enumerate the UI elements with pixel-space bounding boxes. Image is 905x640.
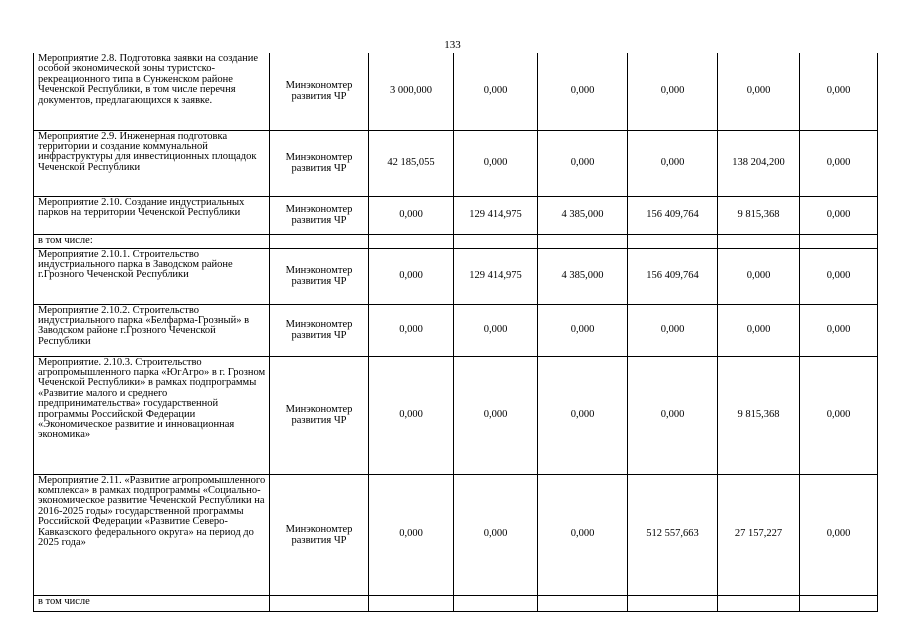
- value-cell: [718, 234, 800, 248]
- value-cell: 0,000: [538, 474, 628, 595]
- value-cell: 0,000: [718, 248, 800, 304]
- value-cell: 0,000: [800, 474, 878, 595]
- table-row: [34, 248, 878, 304]
- page-number: 133: [444, 39, 461, 51]
- value-cell: [800, 595, 878, 611]
- value-cell: [538, 234, 628, 248]
- value-cell: 0,000: [454, 130, 538, 196]
- activity-name: Мероприятие 2.8. Подготовка заявки на создание особой экономической зоны туристско-рекреационного типа в Сунженском районе Чеченской Республики, в том числе перечня документов, предлагающихся к заявке.: [34, 53, 270, 130]
- value-cell: 156 409,764: [628, 196, 718, 234]
- value-cell: 0,000: [369, 196, 454, 234]
- activity-name: Мероприятие. 2.10.3. Строительство агропромышленного парка «ЮгАгро» в г. Грозном Чеченской Республики» в рамках подпрограммы «Развитие малого и среднего предпринимательства» государственной программы Российской Федерации «Экономическое развитие и инновационная экономика»: [34, 356, 270, 474]
- executor: Минэкономтер развития ЧР: [270, 248, 369, 304]
- value-cell: 129 414,975: [454, 196, 538, 234]
- table-row: [34, 304, 878, 356]
- value-cell: [369, 234, 454, 248]
- value-cell: 0,000: [800, 196, 878, 234]
- value-cell: 0,000: [369, 304, 454, 356]
- table-row: [34, 196, 878, 234]
- value-cell: 9 815,368: [718, 196, 800, 234]
- activity-name: в том числе: [34, 595, 270, 611]
- value-cell: [454, 234, 538, 248]
- value-cell: [718, 595, 800, 611]
- activity-name: Мероприятие 2.9. Инженерная подготовка территории и создание коммунальной инфраструктуры для инвестиционных площадок Чеченской Республики: [34, 130, 270, 196]
- value-cell: 0,000: [454, 356, 538, 474]
- executor: [270, 234, 369, 248]
- value-cell: 0,000: [628, 304, 718, 356]
- value-cell: 9 815,368: [718, 356, 800, 474]
- value-cell: 0,000: [454, 304, 538, 356]
- table-row: [34, 53, 878, 130]
- executor: Минэкономтер развития ЧР: [270, 196, 369, 234]
- table-row: [34, 595, 878, 611]
- value-cell: 0,000: [800, 53, 878, 130]
- activity-name: Мероприятие 2.11. «Развитие агропромышленного комплекса» в рамках подпрограммы «Социально-экономическое развитие Чеченской Республики на 2016-2025 годы» государственной программы Российской Федерации «Развитие Северо-Кавказского федерального округа» на период до 2025 года»: [34, 474, 270, 595]
- value-cell: 512 557,663: [628, 474, 718, 595]
- value-cell: [800, 234, 878, 248]
- value-cell: 0,000: [538, 53, 628, 130]
- value-cell: [454, 595, 538, 611]
- value-cell: 0,000: [538, 130, 628, 196]
- executor: Минэкономтер развития ЧР: [270, 53, 369, 130]
- value-cell: 0,000: [800, 356, 878, 474]
- value-cell: 0,000: [628, 356, 718, 474]
- value-cell: 0,000: [454, 53, 538, 130]
- value-cell: 138 204,200: [718, 130, 800, 196]
- value-cell: 0,000: [369, 248, 454, 304]
- executor: [270, 595, 369, 611]
- value-cell: 0,000: [369, 474, 454, 595]
- program-table: [33, 53, 878, 612]
- activity-name: в том числе:: [34, 234, 270, 248]
- value-cell: 0,000: [800, 248, 878, 304]
- value-cell: 0,000: [628, 53, 718, 130]
- table-row: [34, 474, 878, 595]
- activity-name: Мероприятие 2.10.2. Строительство индустриального парка «Белфарма-Грозный» в Заводском районе г.Грозного Чеченской Республики: [34, 304, 270, 356]
- value-cell: 27 157,227: [718, 474, 800, 595]
- executor: Минэкономтер развития ЧР: [270, 356, 369, 474]
- activity-name: Мероприятие 2.10.1. Строительство индустриального парка в Заводском районе г.Грозного Чеченской Республики: [34, 248, 270, 304]
- value-cell: 0,000: [454, 474, 538, 595]
- value-cell: 0,000: [718, 53, 800, 130]
- value-cell: [628, 234, 718, 248]
- value-cell: 4 385,000: [538, 196, 628, 234]
- table-row: [34, 356, 878, 474]
- value-cell: 129 414,975: [454, 248, 538, 304]
- executor: Минэкономтер развития ЧР: [270, 304, 369, 356]
- value-cell: [628, 595, 718, 611]
- executor: Минэкономтер развития ЧР: [270, 474, 369, 595]
- value-cell: 42 185,055: [369, 130, 454, 196]
- value-cell: 0,000: [538, 356, 628, 474]
- value-cell: [538, 595, 628, 611]
- value-cell: 156 409,764: [628, 248, 718, 304]
- value-cell: 0,000: [800, 304, 878, 356]
- value-cell: 0,000: [538, 304, 628, 356]
- value-cell: 0,000: [369, 356, 454, 474]
- value-cell: 0,000: [718, 304, 800, 356]
- executor: Минэкономтер развития ЧР: [270, 130, 369, 196]
- activity-name: Мероприятие 2.10. Создание индустриальных парков на территории Чеченской Республики: [34, 196, 270, 234]
- value-cell: 3 000,000: [369, 53, 454, 130]
- table-row: [34, 234, 878, 248]
- value-cell: 4 385,000: [538, 248, 628, 304]
- value-cell: [369, 595, 454, 611]
- value-cell: 0,000: [800, 130, 878, 196]
- value-cell: 0,000: [628, 130, 718, 196]
- table-row: [34, 130, 878, 196]
